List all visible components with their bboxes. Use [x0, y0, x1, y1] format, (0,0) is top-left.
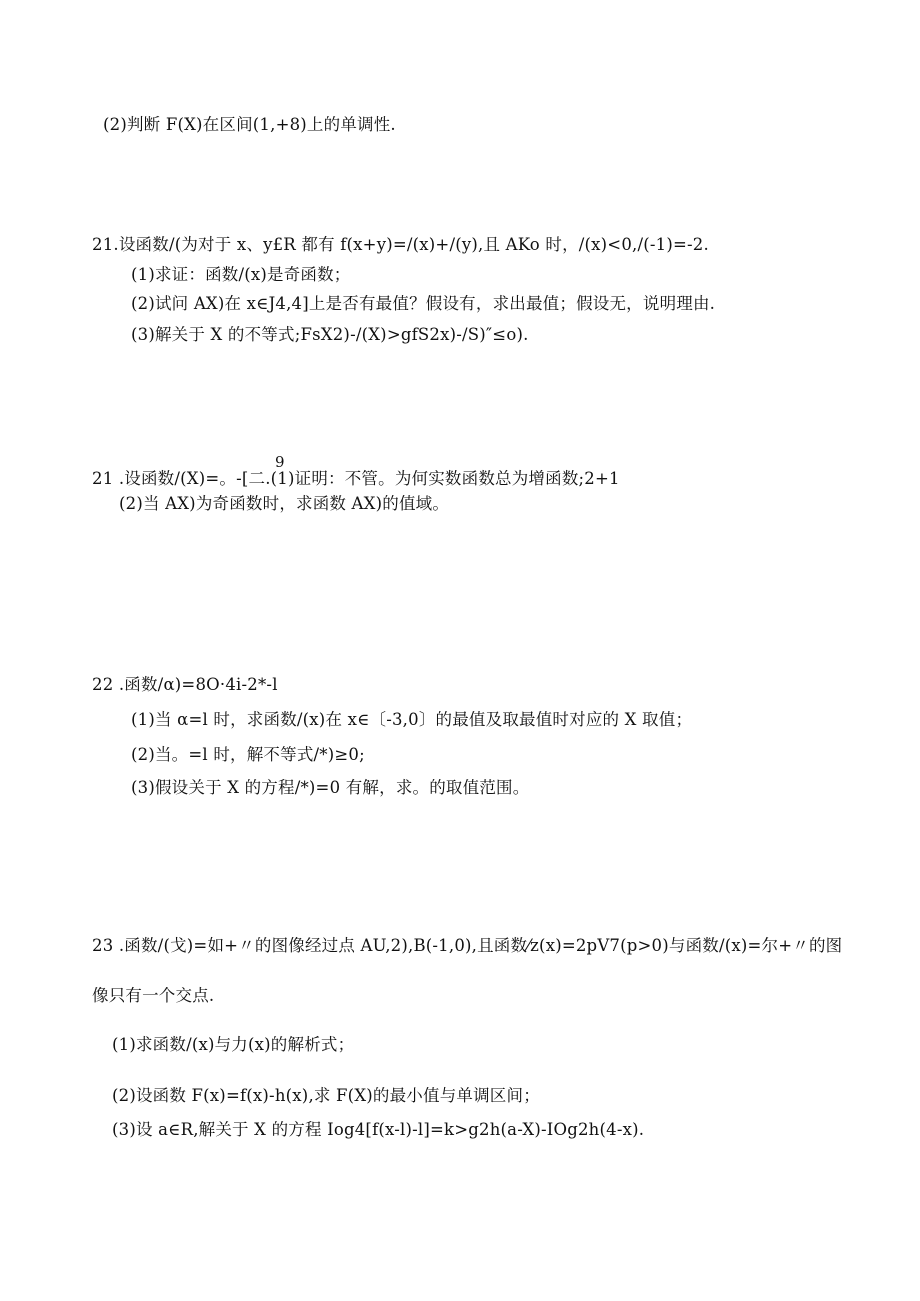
q23-stem: 23 .函数/(戈)=如+〃的图像经过点 AU,2),B(-1,0),且函数⁄z(x)=2pV7(p>0)与函数/(x)=尔+〃的图	[92, 936, 843, 955]
q21a-stem: 21.设函数/(为对于 x、y£R 都有 f(x+y)=/(x)+/(y),且 AKo 时，/(x)<0,/(-1)=-2.	[92, 235, 709, 254]
prev-part2-text: (2)判断 F(X)在区间(1,+8)上的单调性.	[103, 115, 396, 134]
q21b-superscript: 9	[275, 453, 285, 471]
q23-part3: (3)设 a∈R,解关于 X 的方程 Iog4[f(x-l)-l]=k>g2h(a-X)-IOg2h(4-x).	[112, 1120, 645, 1139]
q22-part2: (2)当。=l 时，解不等式/*)≥0;	[131, 745, 365, 764]
q23-part1: (1)求函数/(x)与力(x)的解析式；	[112, 1035, 355, 1054]
q21b-stem: 21 .设函数/(X)=。-[二.(1)证明：不管。为何实数函数总为增函数;2+1	[92, 469, 620, 488]
q23-part2: (2)设函数 F(x)=f(x)-h(x),求 F(X)的最小值与单调区间；	[112, 1086, 540, 1105]
q22-part1: (1)当 α=l 时，求函数/(x)在 x∈〔-3,0〕的最值及取最值时对应的 X 取值；	[131, 710, 693, 729]
q21a-part3: (3)解关于 X 的不等式;FsX2)-/(X)>gfS2x)-/S)″≤o).	[131, 325, 529, 344]
q22-stem: 22 .函数/α)=8O·4i-2*-l	[92, 675, 278, 694]
q23-stem-cont: 像只有一个交点.	[92, 986, 215, 1005]
q21a-part2: (2)试问 AX)在 x∈J4,4]上是否有最值？假设有，求出最值；假设无，说明理由.	[131, 294, 716, 313]
q22-part3: (3)假设关于 X 的方程/*)=0 有解，求。的取值范围。	[131, 778, 530, 797]
q21b-part2: (2)当 AX)为奇函数时，求函数 AX)的值域。	[119, 494, 450, 513]
q21a-part1: (1)求证：函数/(x)是奇函数；	[131, 265, 351, 284]
